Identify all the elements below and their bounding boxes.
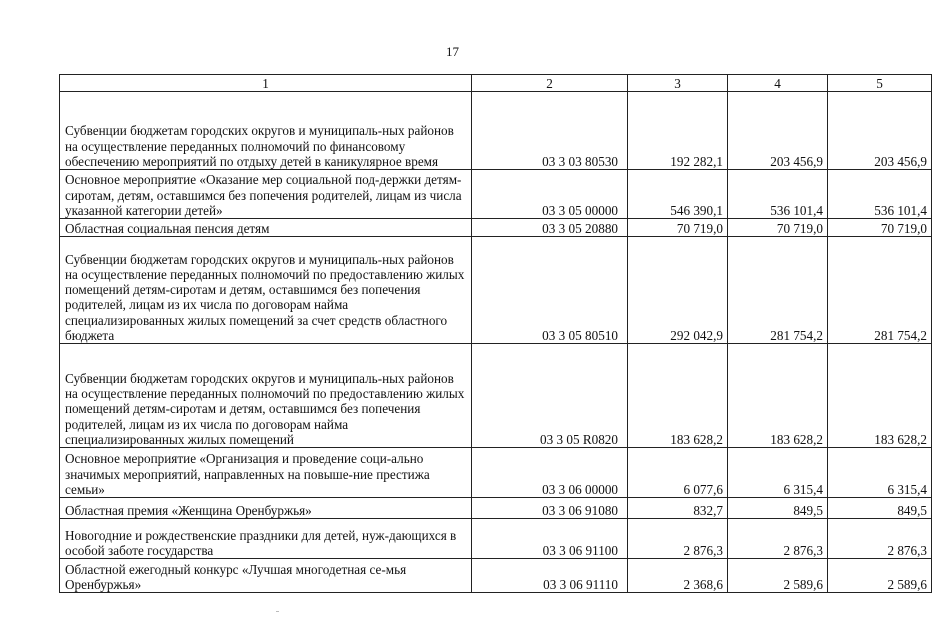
- header-col-1: 1: [60, 75, 472, 92]
- table-row: [60, 92, 932, 170]
- row-name: Основное мероприятие «Организация и проведение соци-ально значимых мероприятий, направленных на повыше-ние престижа семьи»: [60, 448, 472, 498]
- row-name: Субвенции бюджетам городских округов и муниципаль-ных районов на осуществление переданных полномочий по финансовому обеспечению мероприятий по отдыху детей в каникулярное время: [60, 92, 472, 170]
- row-value-col4: 183 628,2: [728, 344, 828, 448]
- row-value-col5: 536 101,4: [828, 170, 932, 219]
- row-name: Областной ежегодный конкурс «Лучшая многодетная се-мья Оренбуржья»: [60, 559, 472, 593]
- row-value-col3: 192 282,1: [628, 92, 728, 170]
- row-code: 03 3 05 20880: [472, 219, 628, 237]
- row-code: 03 3 05 R0820: [472, 344, 628, 448]
- row-name: Областная премия «Женщина Оренбуржья»: [60, 498, 472, 519]
- row-code: 03 3 03 80530: [472, 92, 628, 170]
- row-value-col3: 546 390,1: [628, 170, 728, 219]
- table-row: [60, 219, 932, 237]
- row-value-col4: 2 589,6: [728, 559, 828, 593]
- row-value-col5: 183 628,2: [828, 344, 932, 448]
- header-col-5: 5: [828, 75, 932, 92]
- row-value-col4: 849,5: [728, 498, 828, 519]
- table-row: [60, 237, 932, 344]
- row-code: 03 3 06 00000: [472, 448, 628, 498]
- row-value-col4: 536 101,4: [728, 170, 828, 219]
- row-code: 03 3 06 91110: [472, 559, 628, 593]
- table-row: [60, 448, 932, 498]
- row-code: 03 3 05 80510: [472, 237, 628, 344]
- row-value-col3: 6 077,6: [628, 448, 728, 498]
- row-value-col5: 849,5: [828, 498, 932, 519]
- row-name: Новогодние и рождественские праздники для детей, нуж-дающихся в особой заботе государства: [60, 519, 472, 559]
- budget-table: [59, 74, 932, 593]
- table-row: [60, 498, 932, 519]
- row-code: 03 3 06 91100: [472, 519, 628, 559]
- row-value-col5: 281 754,2: [828, 237, 932, 344]
- header-col-3: 3: [628, 75, 728, 92]
- header-col-4: 4: [728, 75, 828, 92]
- row-code: 03 3 05 00000: [472, 170, 628, 219]
- table-row: [60, 344, 932, 448]
- table-row: [60, 559, 932, 593]
- row-value-col5: 6 315,4: [828, 448, 932, 498]
- scan-speck: [276, 611, 279, 612]
- row-value-col4: 2 876,3: [728, 519, 828, 559]
- row-value-col3: 2 876,3: [628, 519, 728, 559]
- row-value-col5: 203 456,9: [828, 92, 932, 170]
- row-value-col4: 6 315,4: [728, 448, 828, 498]
- row-value-col3: 832,7: [628, 498, 728, 519]
- row-value-col4: 70 719,0: [728, 219, 828, 237]
- row-value-col3: 183 628,2: [628, 344, 728, 448]
- row-value-col3: 70 719,0: [628, 219, 728, 237]
- row-value-col5: 2 876,3: [828, 519, 932, 559]
- row-value-col4: 281 754,2: [728, 237, 828, 344]
- row-value-col5: 70 719,0: [828, 219, 932, 237]
- row-name: Основное мероприятие «Оказание мер социальной под-держки детям-сиротам, детям, оставшимся без попечения родителей, лицам из числа указанной категории детей»: [60, 170, 472, 219]
- table-row: [60, 170, 932, 219]
- row-code: 03 3 06 91080: [472, 498, 628, 519]
- row-value-col3: 2 368,6: [628, 559, 728, 593]
- table-row: [60, 519, 932, 559]
- row-value-col4: 203 456,9: [728, 92, 828, 170]
- row-name: Субвенции бюджетам городских округов и муниципаль-ных районов на осуществление переданных полномочий по предоставлению жилых помещений детям-сиротам и детям, оставшимся без попечения родителей, лицам из их числа по договорам найма специализированных жилых помещений: [60, 344, 472, 448]
- row-name: Субвенции бюджетам городских округов и муниципаль-ных районов на осуществление переданных полномочий по предоставлению жилых помещений детям-сиротам и детям, оставшимся без попечения родителей, лицам из их числа по договорам найма специализированных жилых помещений за счет средств областного бюджета: [60, 237, 472, 344]
- page-number: 17: [446, 44, 459, 59]
- row-name: Областная социальная пенсия детям: [60, 219, 472, 237]
- header-col-2: 2: [472, 75, 628, 92]
- row-value-col3: 292 042,9: [628, 237, 728, 344]
- header-row: [60, 75, 932, 92]
- row-value-col5: 2 589,6: [828, 559, 932, 593]
